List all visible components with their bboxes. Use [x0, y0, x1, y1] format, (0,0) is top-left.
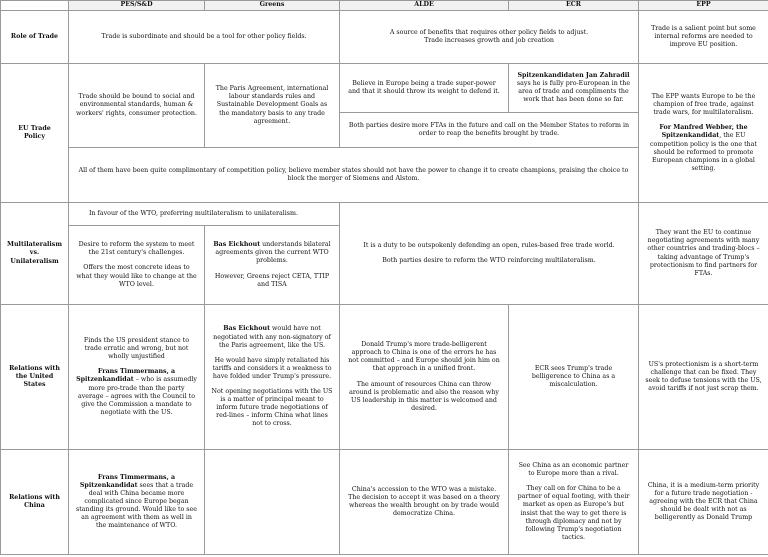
text-eu-epp-1: The EPP wants Europe to be the champion of free trade, against trade wars, for multilateralism.	[651, 93, 756, 117]
text-eu-ecr-rest: says he is fully pro-European in the area of trade and compliments the work that has been done so far.	[516, 79, 631, 104]
text-us-greens-1-rest: would have not negotiated with any non-signatory of the Paris agreement, like the US.	[213, 325, 331, 349]
row-label-multilateralism-2: vs.	[29, 249, 40, 257]
text-cn-pes	[75, 474, 198, 531]
text-us-pes-2-rest: – who is assumedly more pro-trade than the party average – agrees with the Council to give the Commission a mandate to negotiate with the US.	[77, 376, 197, 416]
row-role-of-trade	[1, 11, 768, 64]
cell-cn-ecr	[509, 450, 639, 555]
cell-eu-pes	[69, 64, 205, 148]
cell-eu-epp	[639, 64, 768, 203]
cell-ml-pes	[69, 226, 205, 305]
text-cn-alde: China's accession to the WTO was a mistake. The decision to accept it was based on a theory whereas the wealth brought on by trade would democratize China.	[348, 485, 500, 518]
text-us-pes-1: Finds the US president stance to trade erratic and wrong, but not wholly unjustified	[83, 337, 190, 361]
row-label-multilateralism-3: Unilateralism	[10, 257, 59, 265]
text-eu-ecr	[515, 72, 632, 104]
text-ml-greens-1-bold: Bas Eickhout	[213, 241, 261, 249]
cell-us-ecr	[509, 305, 639, 450]
row-relations-china	[1, 450, 768, 555]
text-cn-pes-bold: Frans Timmermans, a Spitzenkandidat	[79, 473, 176, 489]
text-ml-pes-greens: In favour of the WTO, preferring multilateralism to unilateralism.	[89, 209, 298, 217]
row-eu-trade-policy	[1, 64, 768, 113]
text-cn-ecr-1: See China as an economic partner to Europe more than a rival.	[518, 462, 629, 478]
cell-cn-alde	[340, 450, 509, 555]
cell-ml-epp	[639, 203, 768, 305]
cell-trade-epp	[639, 11, 768, 64]
row-label-relations-us: Relations with the United States	[1, 305, 69, 450]
text-us-greens-2: He would have simply retaliated his tariffs and considers it a weakness to have folded under Trump's pressure.	[212, 356, 332, 380]
text-ml-alde-ecr-1: It is a duty to be outspokenly defending an open, rules-based free trade world.	[363, 241, 615, 249]
row-multilateralism	[1, 203, 768, 226]
cell-ml-pes-greens	[69, 203, 340, 226]
cell-cn-epp	[639, 450, 768, 555]
text-us-pes-2-bold: Frans Timmermans, a Spitzenkandidat	[76, 368, 176, 384]
text-cn-pes-rest: sees that a trade deal with China became more complicated since Europe began standing its ground. Would like to see an agreement with them as well in the maintenance of WTO.	[76, 481, 197, 530]
header-pes-sd: PES/S&D	[69, 1, 205, 11]
text-eu-pes: Trade should be bound to social and environmental standards, human & workers' rights, consumer protection.	[76, 93, 197, 117]
text-us-ecr: ECR sees Trump's trade belligerence to China as a miscalculation.	[531, 364, 616, 389]
cell-trade-alde-ecr	[340, 11, 639, 64]
text-us-alde-1: Donald Trump's more trade-belligerent approach to China is one of the errors he has not committed – and Europe should join him on that approach in a unified front.	[348, 341, 500, 373]
cell-us-epp	[639, 305, 768, 450]
text-trade-epp: Trade is a salient point but some internal reforms are needed to improve EU position.	[651, 24, 756, 49]
header-greens: Greens	[205, 1, 340, 11]
text-us-epp: US's protectionism is a short-term challenge that can be fixed. They seek to defuse tensions with the US, avoid tariffs if not just scrap them.	[645, 360, 762, 393]
row-label-role-of-trade: Role of Trade	[1, 11, 69, 64]
cell-eu-alde	[340, 64, 509, 113]
cell-eu-greens	[205, 64, 340, 148]
text-us-greens-1-bold: Bas Eickhout	[223, 325, 271, 333]
cell-cn-greens	[205, 450, 340, 555]
text-us-greens-3: Not opening negotiations with the US is a matter of principal meant to inform future trade negotiations of red-lines – inform China what lines not to cross.	[211, 388, 333, 428]
text-eu-epp-2	[645, 124, 762, 173]
text-cn-epp: China, it is a medium-term priority for a future trade negotiation - agreeing with the ECR that China should be dealt with not as belligerently as Donald Trump	[647, 481, 760, 522]
header-alde: ALDE	[340, 1, 509, 11]
text-trade-alde-ecr-1: A source of benefits that requires other policy fields to adjust.	[389, 28, 589, 36]
cell-us-greens	[205, 305, 340, 450]
cell-ml-alde-ecr	[340, 203, 639, 305]
text-ml-greens-2: However, Greens reject CETA, TTIP and TISA	[214, 272, 330, 288]
cell-eu-all	[69, 148, 639, 203]
cell-trade-pes-greens	[69, 11, 340, 64]
text-eu-alde: Believe in Europe being a trade super-power and that it should throw its weight to defend it.	[348, 79, 500, 95]
row-relations-us	[1, 305, 768, 450]
text-us-alde-2: The amount of resources China can throw around is problematic and also the reason why US leadership in this matter is welcomed and desired.	[349, 380, 499, 412]
text-eu-epp-2-bold: For Manfred Webber, the Spitzenkandidat	[659, 124, 748, 140]
text-ml-pes-1: Desire to reform the system to meet the 21st century's challenges.	[78, 241, 195, 257]
header-blank	[1, 1, 69, 11]
text-eu-epp-2-rest: , the EU competition policy is the one that should be reformed to promote European champions in a global setting.	[650, 132, 757, 172]
text-eu-ecr-bold: Spitzenkandidaten Jan Zahradil	[517, 71, 630, 79]
text-ml-epp: They want the EU to continue negotiating agreements with many other countries and trading-blocs – taking advantage of Trump's protectionism to find partners for FTAs.	[647, 229, 760, 277]
text-trade-alde-ecr-2: Trade increases growth and job creation	[424, 37, 554, 44]
cell-cn-pes	[69, 450, 205, 555]
header-epp: EPP	[639, 1, 768, 11]
text-ml-alde-ecr-2: Both parties desire to reform the WTO reinforcing multilateralism.	[382, 257, 596, 264]
text-eu-alde-ecr-shared: Both parties desire more FTAs in the future and call on the Member States to reform in order to reap the benefits brought by trade.	[348, 121, 630, 137]
row-label-eu-trade-policy: EU Trade Policy	[1, 64, 69, 203]
text-eu-greens: The Paris Agreement, international labour standards rules and Sustainable Development Goals as the mandatory basis to any trade agreement.	[215, 85, 329, 125]
row-label-multilateralism-1: Multilateralism	[7, 241, 63, 249]
row-label-relations-china: Relations with China	[1, 450, 69, 555]
header-row	[1, 1, 768, 11]
row-label-multilateralism	[1, 203, 69, 305]
text-ml-pes-2: Offers the most concrete ideas to what they would like to change at the WTO level.	[76, 264, 197, 288]
cell-eu-ecr	[509, 64, 639, 113]
text-us-pes-2	[75, 368, 198, 417]
text-trade-pes-greens: Trade is subordinate and should be a tool for other policy fields.	[101, 32, 307, 40]
text-cn-ecr-2: They call on for China to be a partner of equal footing, with their market as open as Europe's but insist that the way to get there is through diplomacy and not by following Trump's negotiation tactics.	[517, 485, 630, 541]
text-us-greens-1	[211, 325, 333, 349]
cell-ml-greens	[205, 226, 340, 305]
text-eu-all: All of them have been quite complimentary of competition policy, believe member states should not have the power to change it to create champions, praising the choice to block the merger of Siemens and Alstom.	[78, 166, 629, 182]
cell-eu-alde-ecr-shared	[340, 113, 639, 148]
cell-us-alde	[340, 305, 509, 450]
text-ml-greens-1	[211, 241, 333, 265]
cell-us-pes	[69, 305, 205, 450]
text-ml-greens-1-rest: understands bilateral agreements given the current WTO problems.	[215, 241, 331, 265]
header-ecr: ECR	[509, 1, 639, 11]
